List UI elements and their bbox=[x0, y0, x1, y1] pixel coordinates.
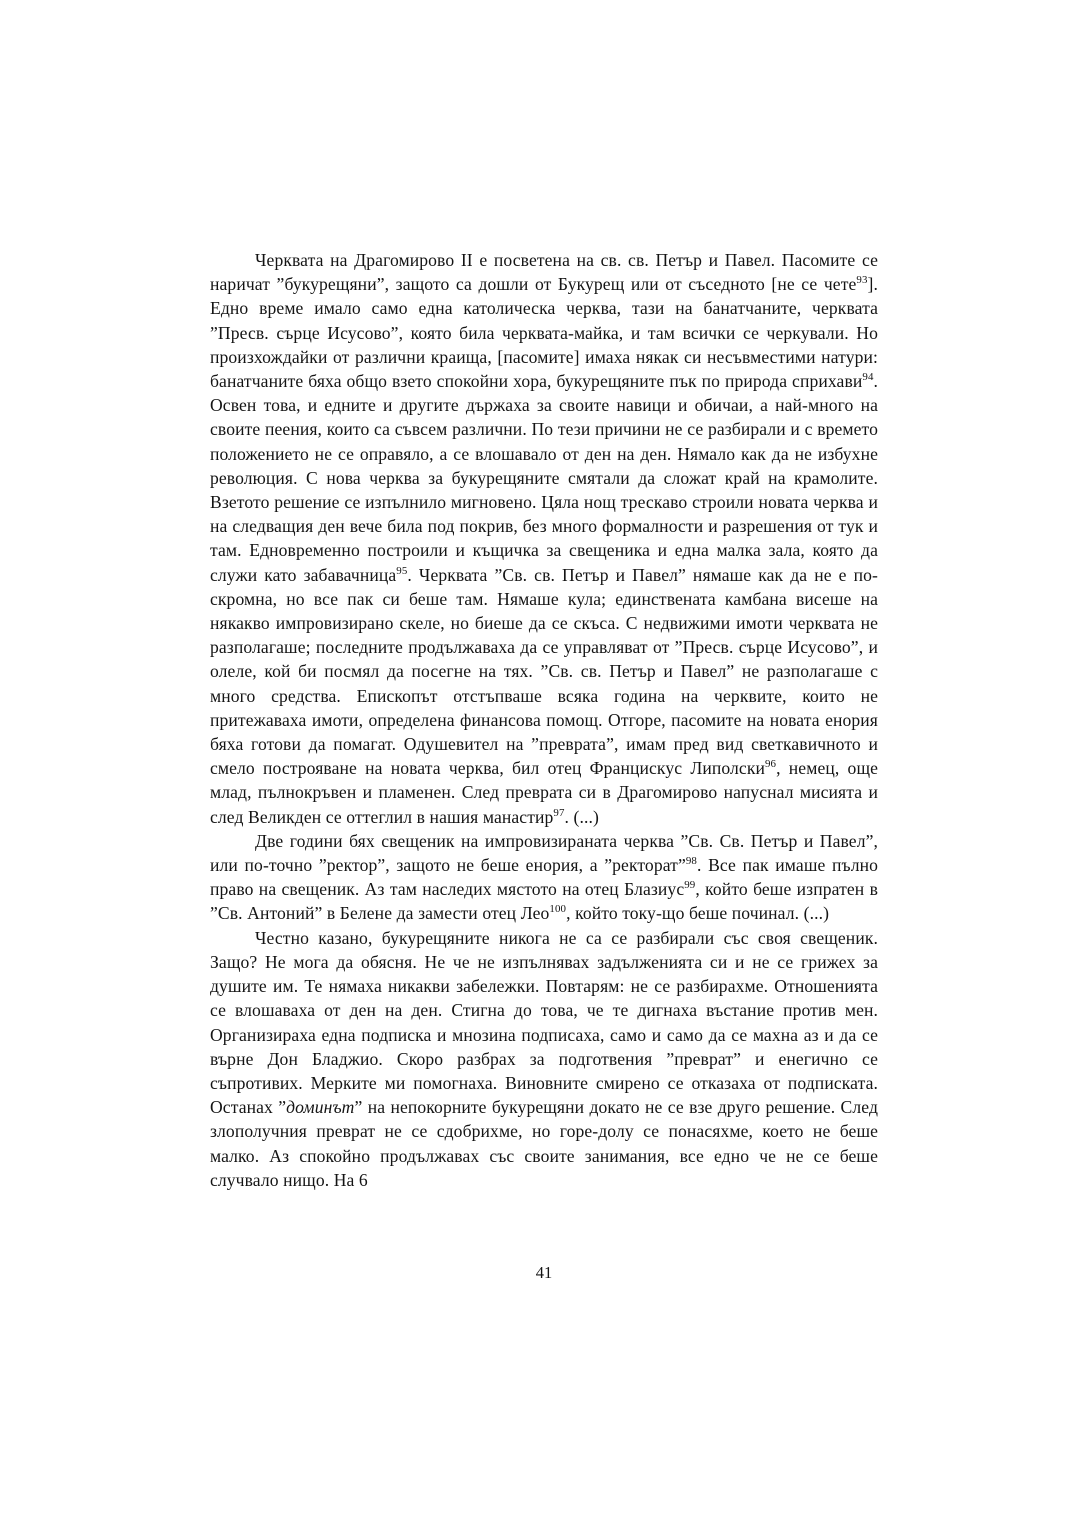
text-block bbox=[210, 248, 878, 1192]
footnote-ref: 94 bbox=[862, 371, 874, 384]
italic-text: доминът bbox=[286, 1097, 355, 1118]
page-number: 41 bbox=[535, 1263, 553, 1282]
paragraph bbox=[210, 926, 878, 1192]
footnote-ref: 93 bbox=[856, 274, 868, 287]
body-text: Честно казано, букурещяните никога не са се разбирали със своя свещеник. Защо? Не мога да обясня. Не че не изпълнявах задълженията си и не се грижех за душите им. Те нямаха никакви забележки. Повтарям: не се разбирахме. Отношенията се влошаваха от ден на ден. Стигна до това, че те дигнаха въстание против мен. Организираха една подписка и мнозина подписаха, само и само да се махна аз и да се върне Дон Бладжио. Скоро разбрах за подготвения ”преврат” и енегично се съпротивих. Мерките ми помогнаха. Виновните смирено се отказаха от подписката. Останах ” bbox=[210, 927, 878, 1118]
body-text: , който току-що беше починал. (...) bbox=[566, 903, 830, 924]
body-text: , немец, още млад, пълнокръвен и пламенен. След преврата си в Драгомирово напуснал мисията и след Великден се оттеглил в нашия манастир bbox=[210, 758, 878, 827]
footnote-ref: 99 bbox=[684, 879, 696, 892]
body-text: Черквата на Драгомирово II е посветена на св. св. Петър и Павел. Пасомите се наричат ”букурещяни”, защото са дошли от Букурещ или от съседното [не се чете bbox=[210, 250, 878, 295]
footnote-ref: 97 bbox=[553, 806, 565, 819]
body-text: . Все пак имаше пълно право на свещеник. Аз там наследих мястото на отец Блазиус bbox=[210, 855, 878, 900]
body-text: Две години бях свещеник на импровизираната черква ”Св. Св. Петър и Павел”, или по-точно ”ректор”, защото не беше енория, а ”ректорат” bbox=[210, 830, 878, 876]
paragraph bbox=[210, 248, 878, 829]
body-text: ” на непокорните букурещяни докато не се взе друго решение. След злополучния преврат не се сдобрихме, но горе-долу се понасяхме, което не беше малко. Аз спокойно продължавах със своите занимания, все едно че не се беше случвало нищо. На 6 bbox=[210, 1097, 878, 1190]
footnote-ref: 96 bbox=[765, 758, 777, 771]
body-text: . Освен това, и едните и другите държаха за своите навици и обичаи, а най-много на своите пеения, които са съвсем различни. По тези причини не се разбирали и с времето положението не се оправяло, а се влошавало от ден на ден. Нямало как да не избухне революция. С нова черква за букурещяните смятали да сложат край на крамолите. Взетото решение се изпълнило мигновено. Цяла нощ трескаво строили новата черква и на следващия ден вече била под покрив, без много формалности и разрешения от тук и там. Едновременно построили и къщичка за свещеника и една малка зала, която да служи като забавачница bbox=[210, 371, 878, 585]
body-text: , който беше изпратен в ”Св. Антоний” в Белене да замести отец Лео bbox=[210, 879, 878, 924]
footnote-ref: 100 bbox=[549, 903, 567, 916]
footnote-ref: 95 bbox=[396, 564, 408, 577]
body-text: . Черквата ”Св. св. Петър и Павел” нямаше как да не е по-скромна, но все пак си беше там. Нямаше кула; единствената камбана висеше на някакво импровизирано скеле, но биеше да се скъса. С недвижими имоти черквата не разполагаше; последните продължаваха да се управляват от ”Пресв. сърце Исусово”, и олеле, кой би посмял да посегне на тях. ”Св. св. Петър и Павел” не разполагаше с много средства. Епископът отстъпваше всяка година на черквите, които не притежаваха имоти, определена финансова помощ. Отгоре, пасомите на новата енория бяха готови да помагат. Одушевител на ”преврата”, имам пред вид светкавичното и смело построяване на новата черква, бил отец Францискус Липолски bbox=[210, 564, 878, 779]
body-text: . (...) bbox=[564, 806, 599, 827]
paragraph bbox=[210, 829, 878, 926]
body-text: ]. Едно време имало само една католическа черква, тази на банатчаните, черквата ”Пресв. сърце Исусово”, която била черквата-майка, и там всички се черкували. Но произхождайки от различни краища, [пасомите] имаха някак си несъвместими натури: банатчаните бяха общо взето спокойни хора, букурещяните пък по природа сприхави bbox=[210, 274, 878, 392]
footnote-ref: 98 bbox=[685, 855, 697, 868]
